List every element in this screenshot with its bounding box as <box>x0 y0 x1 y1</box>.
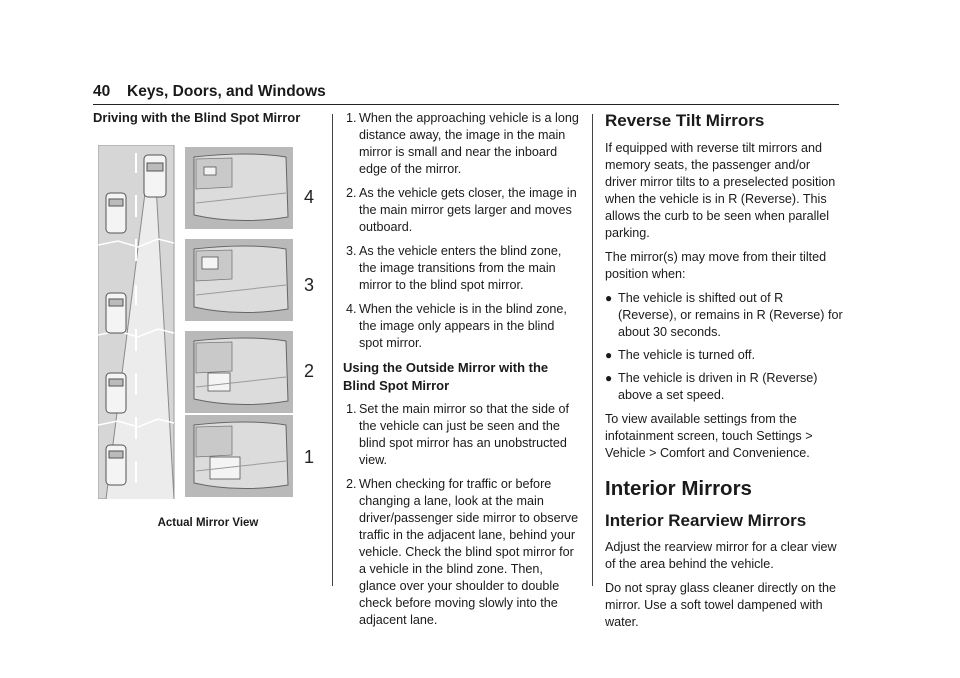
panel-number-2: 2 <box>304 361 315 381</box>
vehicle-position-1 <box>106 445 126 485</box>
column-divider-1 <box>332 114 333 586</box>
list-item: ● The vehicle is driven in R (Reverse) above a set speed. <box>605 371 818 402</box>
list-item: 1. Set the main mirror so that the side of the vehicle can just be seen and the blind spot mirror has an unobstructed view. <box>346 402 569 467</box>
reverse-tilt-heading: Reverse Tilt Mirrors <box>605 111 765 130</box>
bullet-icon: ● <box>605 371 613 385</box>
list-item: 1. When the approaching vehicle is a long distance away, the image in the main mirror is small and near the inboard edge of the mirror. <box>346 111 579 176</box>
vehicle-position-2 <box>106 373 126 413</box>
paragraph: Adjust the rearview mirror for a clear view of the area behind the vehicle. <box>605 540 837 571</box>
panel-number-1: 1 <box>304 447 315 467</box>
list-item: 4. When the vehicle is in the blind zone, the image only appears in the blind spot mirror. <box>346 302 567 350</box>
list-item: 2. When checking for traffic or before changing a lane, look at the main driver/passenger side mirror to observe traffic in the adjacent lane, behind your vehicle. Check the blind spot mirror for a vehicle in the blind zone. Then, glance over your shoulder to double check before moving slowly into the adjacent lane. <box>346 477 579 627</box>
column-divider-2 <box>592 114 593 586</box>
list-item: 3. As the vehicle enters the blind zone, the image transitions from the main mirror to the blind spot mirror. <box>346 244 562 292</box>
blind-spot-mirror-figure <box>98 145 320 499</box>
blind-spot-title: Driving with the Blind Spot Mirror <box>93 110 301 125</box>
vehicle-position-4 <box>106 193 126 233</box>
paragraph: To view available settings from the infotainment screen, touch Settings > Vehicle > Comfort and Convenience. <box>605 412 813 460</box>
list-item: ● The vehicle is turned off. <box>605 348 755 362</box>
outside-mirror-subheading: Using the Outside Mirror with the Blind Spot Mirror <box>343 360 549 393</box>
column-2 <box>343 110 581 636</box>
column-3 <box>605 110 845 638</box>
mirror-panel-1 <box>185 415 293 497</box>
figure-caption: Actual Mirror View <box>157 517 259 529</box>
bullet-icon: ● <box>605 348 613 362</box>
list-item: 2. As the vehicle gets closer, the image in the main mirror gets larger and moves outboard. <box>346 186 577 234</box>
page-header <box>93 83 326 101</box>
interior-rearview-heading: Interior Rearview Mirrors <box>605 511 807 530</box>
vehicle-position-3 <box>106 293 126 333</box>
header-divider <box>93 104 839 105</box>
mirror-panel-3 <box>185 239 293 321</box>
tilt-conditions-list <box>605 290 845 404</box>
paragraph: The mirror(s) may move from their tilted position when: <box>605 250 827 281</box>
panel-number-4: 4 <box>304 187 315 207</box>
mirror-view-steps <box>343 110 581 352</box>
mirror-panel-2 <box>185 331 293 413</box>
paragraph: If equipped with reverse tilt mirrors and memory seats, the passenger and/or driver mirror tilts to a preselected position when the vehicle is in R (Reverse). This allows the curb to be seen when parallel parking. <box>605 141 836 240</box>
section-title: Keys, Doors, and Windows <box>127 83 326 100</box>
bullet-icon: ● <box>605 291 613 305</box>
panel-number-3: 3 <box>304 275 315 295</box>
paragraph: Do not spray glass cleaner directly on the mirror. Use a soft towel dampened with water. <box>605 581 837 629</box>
list-item: ● The vehicle is shifted out of R (Reverse), or remains in R (Reverse) for about 30 seconds. <box>605 291 843 339</box>
interior-mirrors-heading: Interior Mirrors <box>605 477 752 500</box>
own-vehicle <box>144 155 166 197</box>
mirror-panel-4 <box>185 147 293 229</box>
page-number: 40 <box>93 83 111 100</box>
outside-mirror-steps <box>343 401 581 629</box>
